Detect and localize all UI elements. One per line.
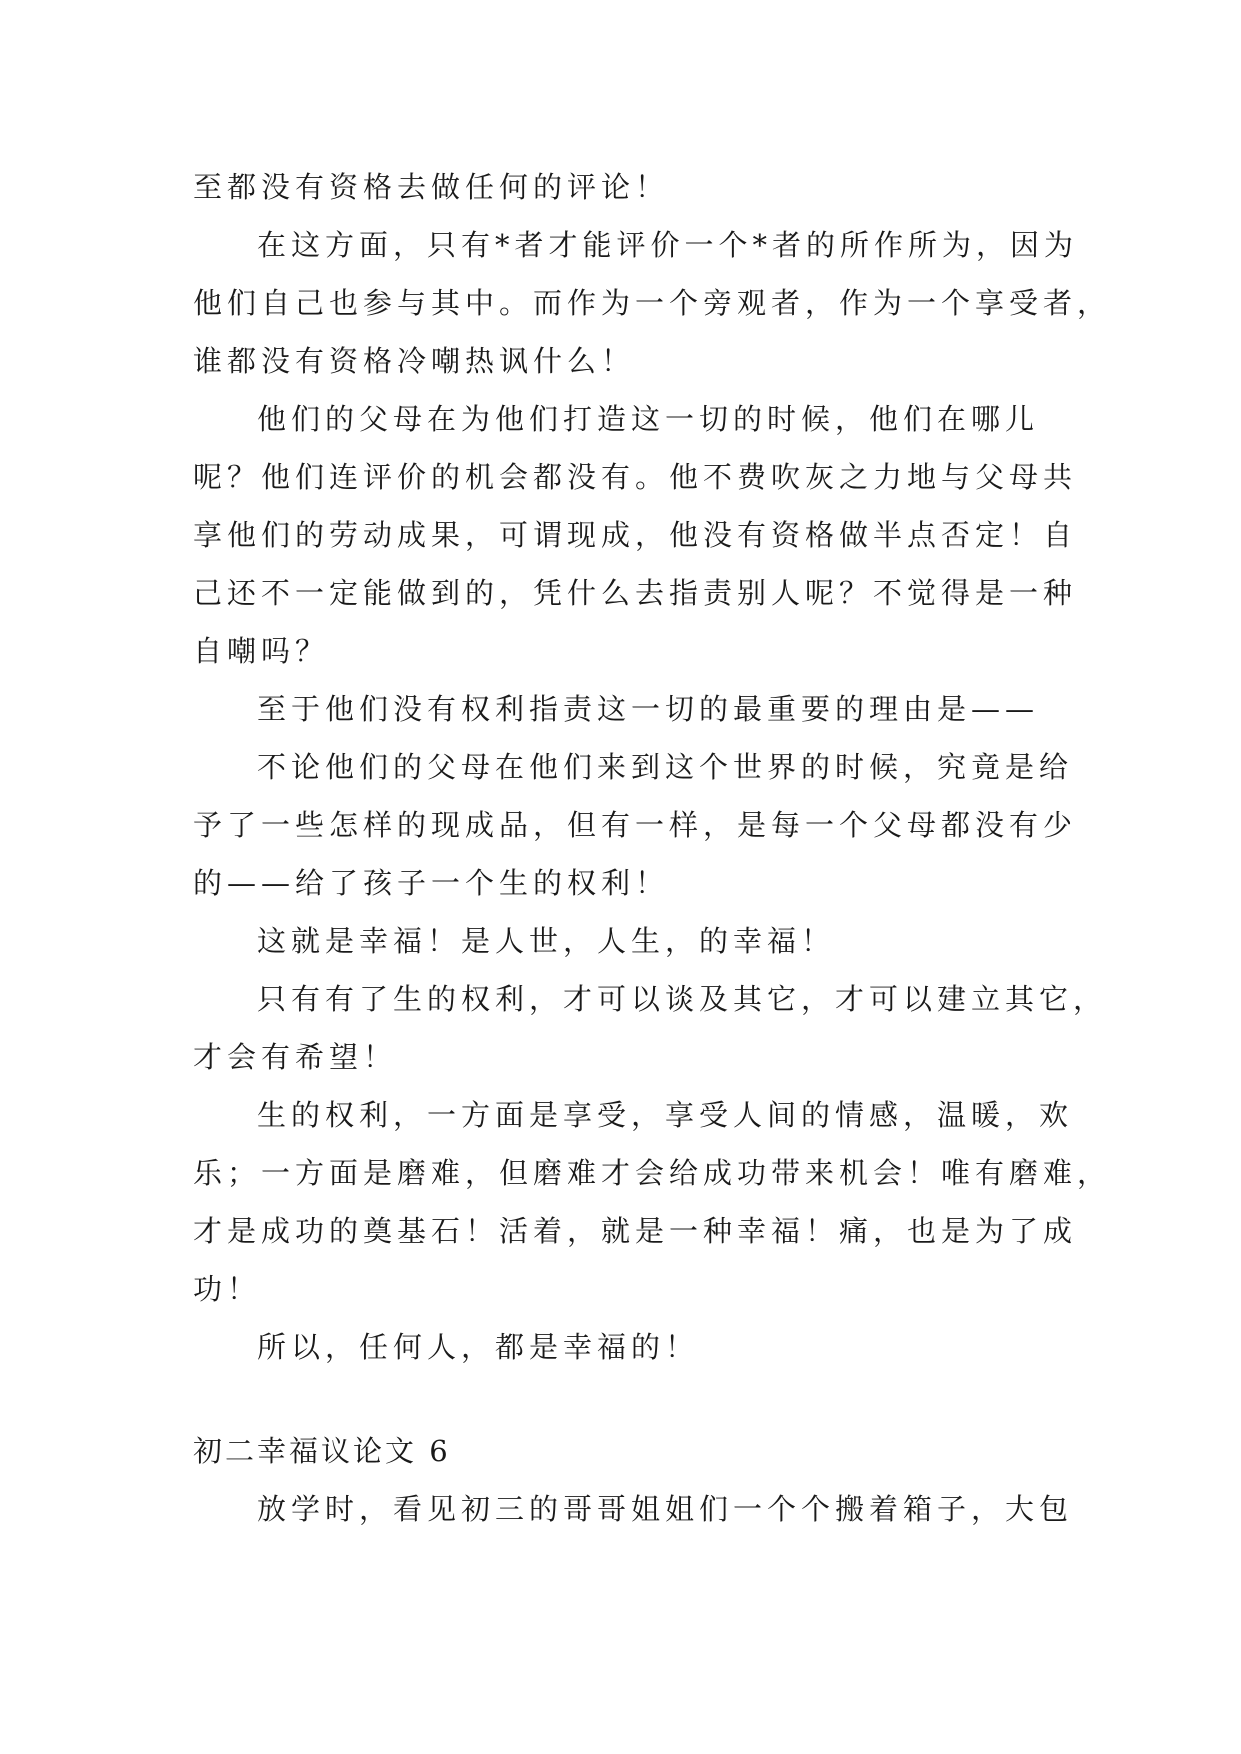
text-line: 功！ [193, 1272, 262, 1306]
paragraph-start-line: 所以，任何人，都是幸福的！ [257, 1330, 700, 1364]
section-heading: 初二幸福议论文 6 [193, 1434, 451, 1468]
paragraph-start-line: 生的权利，一方面是享受，享受人间的情感，温暖，欢 [257, 1098, 1074, 1132]
paragraph-start-line: 放学时，看见初三的哥哥姐姐们一个个搬着箱子，大包 [257, 1492, 1074, 1526]
paragraph-start-line: 不论他们的父母在他们来到这个世界的时候，究竟是给 [257, 750, 1074, 784]
text-line: 呢？他们连评价的机会都没有。他不费吹灰之力地与父母共 [193, 460, 1078, 494]
paragraph-start-line: 这就是幸福！是人世，人生，的幸福！ [257, 924, 836, 958]
text-line: 自嘲吗？ [193, 634, 330, 668]
text-line: 他们自己也参与其中。而作为一个旁观者，作为一个享受者， [193, 286, 1112, 320]
text-line: 才会有希望！ [193, 1040, 398, 1074]
text-line: 乐；一方面是磨难，但磨难才会给成功带来机会！唯有磨难， [193, 1156, 1112, 1190]
text-line: 至都没有资格去做任何的评论！ [193, 170, 670, 204]
text-line: 予了一些怎样的现成品，但有一样，是每一个父母都没有少 [193, 808, 1078, 842]
text-line: 才是成功的奠基石！活着，就是一种幸福！痛，也是为了成 [193, 1214, 1078, 1248]
paragraph-start-line: 在这方面，只有*者才能评价一个*者的所作所为，因为 [257, 228, 1079, 262]
text-line: 谁都没有资格冷嘲热讽什么！ [193, 344, 636, 378]
document-body [193, 158, 1112, 1538]
text-line: 己还不一定能做到的，凭什么去指责别人呢？不觉得是一种 [193, 576, 1078, 610]
paragraph-start-line: 他们的父母在为他们打造这一切的时候，他们在哪儿 [257, 402, 1040, 436]
paragraph-start-line: 只有有了生的权利，才可以谈及其它，才可以建立其它， [257, 982, 1108, 1016]
text-line: 享他们的劳动成果，可谓现成，他没有资格做半点否定！自 [193, 518, 1078, 552]
paragraph-start-line: 至于他们没有权利指责这一切的最重要的理由是—— [257, 692, 1040, 726]
text-line: 的——给了孩子一个生的权利！ [193, 866, 670, 900]
